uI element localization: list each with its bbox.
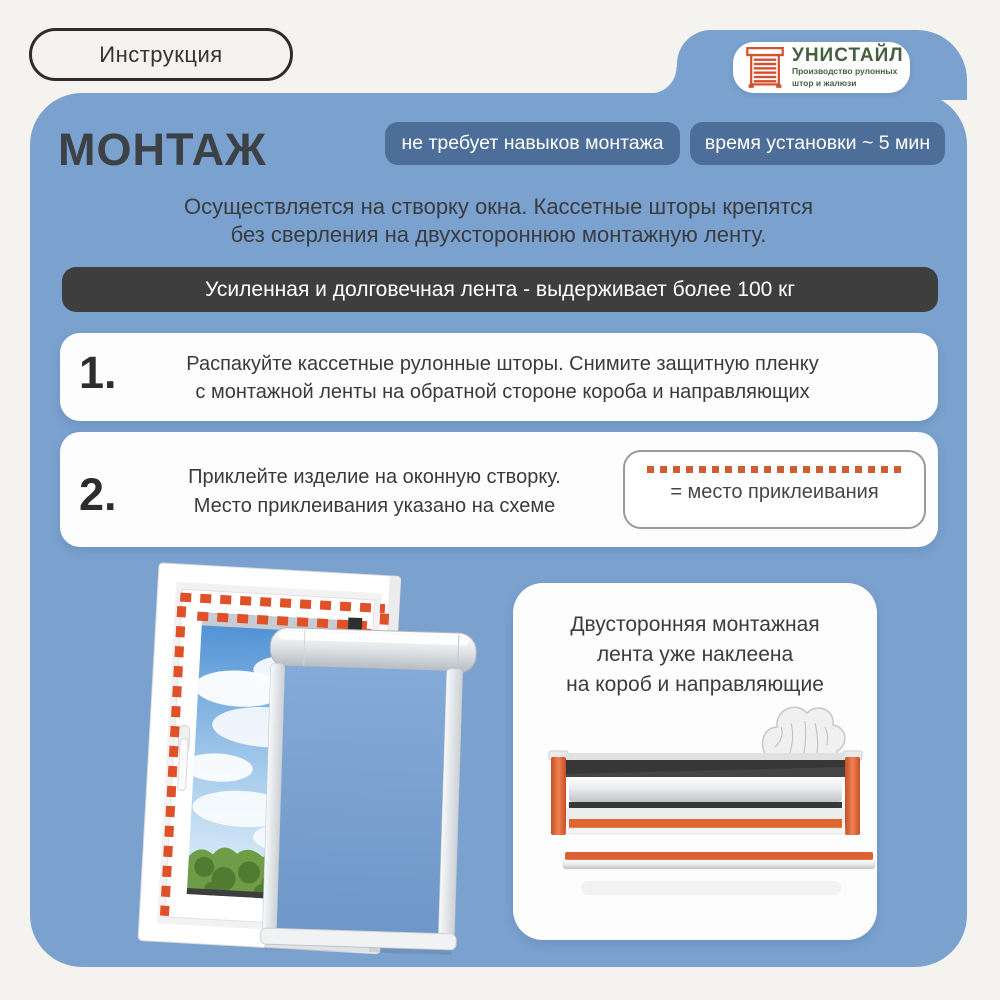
step1-text	[130, 350, 875, 406]
rail-tape-strip	[565, 852, 873, 860]
note-line1: Двусторонняя монтажная	[570, 613, 820, 636]
guide-rail	[563, 852, 875, 869]
note-line2: лента уже наклеена	[596, 643, 794, 666]
intro-line1: Осуществляется на створку окна. Кассетные шторы крепятся	[184, 194, 813, 219]
badge-no-skills: не требует навыков монтажа	[385, 122, 680, 165]
instruction-badge[interactable]	[29, 28, 293, 81]
brand-name: УНИСТАЙЛ	[792, 45, 904, 67]
rail-ghost	[581, 881, 841, 895]
cassette-rear	[549, 751, 862, 835]
right-tape-strip	[845, 757, 860, 835]
panel-tab-fillet	[650, 67, 677, 94]
orange-dashed-line	[647, 466, 903, 473]
glue-legend-box	[623, 450, 926, 529]
glue-legend-label: = место приклеивания	[670, 481, 879, 503]
blinds-logo-icon	[746, 46, 784, 90]
bottom-tape-strip	[569, 819, 842, 828]
cassette-tape-illustration	[513, 697, 877, 937]
brand-tagline-line1: Производство рулонных	[792, 66, 898, 77]
left-tape-strip	[551, 757, 566, 835]
step1-line1: Распакуйте кассетные рулонные шторы. Снимите защитную пленку	[186, 353, 819, 375]
roller-blind	[260, 615, 477, 955]
note-line3: на короб и направляющие	[566, 673, 824, 696]
badge-install-time: время установки ~ 5 мин	[690, 122, 945, 165]
step2-line2: Место приклеивания указано на схеме	[193, 495, 556, 517]
note-text	[513, 610, 877, 700]
section-title: МОНТАЖ	[58, 124, 267, 175]
tape-strength-banner: Усиленная и долговечная лента - выдерживает более 100 кг	[62, 267, 938, 312]
step2-line1: Приклейте изделие на оконную створку.	[188, 466, 561, 488]
blind-fabric	[276, 666, 447, 934]
brand-logo	[733, 42, 910, 93]
intro-line2: без сверления на двухстороннюю монтажную ленту.	[230, 222, 767, 247]
window-installation-illustration	[60, 556, 532, 968]
step1-number: 1.	[79, 347, 117, 398]
instruction-label: Инструкция	[99, 41, 223, 67]
roller-tube	[569, 777, 842, 802]
step1-line2: с монтажной ленты на обратной стороне короба и направляющих	[195, 381, 810, 403]
brand-tagline-line2: штор и жалюзи	[792, 78, 857, 88]
step2-number: 2.	[79, 469, 117, 520]
step2-text	[122, 463, 627, 521]
intro-text	[30, 193, 967, 249]
